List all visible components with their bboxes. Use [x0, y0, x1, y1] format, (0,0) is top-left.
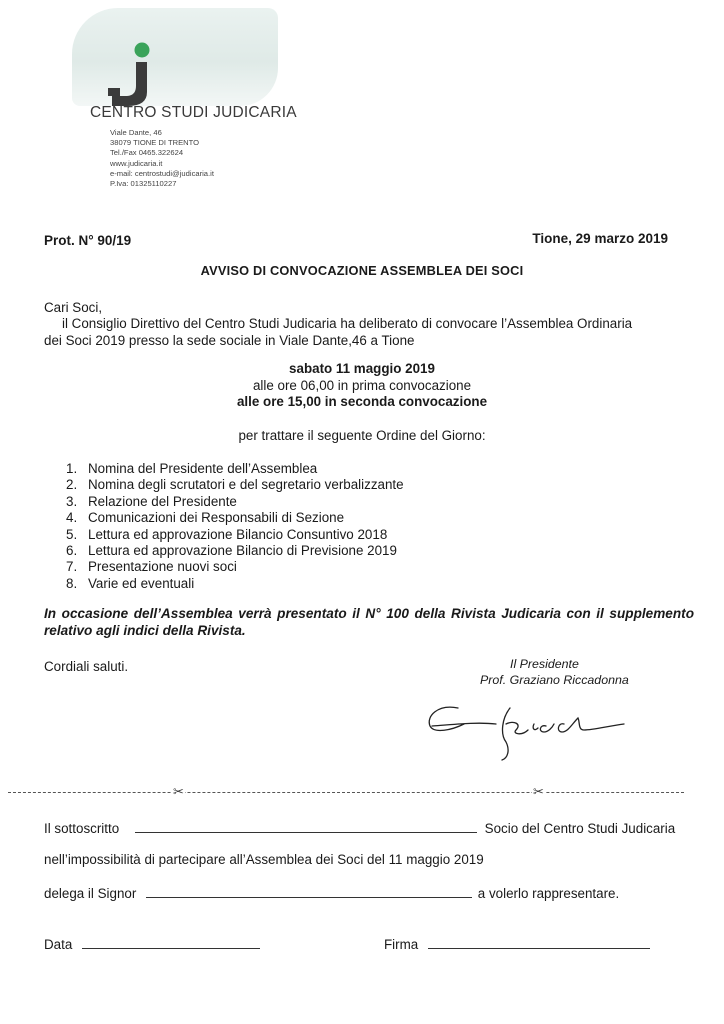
cut-line: [8, 792, 684, 793]
agenda-item: 8. Varie ed eventuali: [66, 575, 195, 591]
delegate-name-field[interactable]: [146, 885, 472, 898]
scissors-icon: ✂: [533, 784, 544, 799]
email-link[interactable]: e-mail: centrostudi@judicaria.it: [110, 168, 214, 178]
organization-contact-details: [110, 128, 214, 189]
address-street: Viale Dante, 46: [110, 128, 162, 137]
president-block: [480, 656, 629, 688]
signature-label: Firma: [384, 937, 419, 952]
closing-salutation: Cordiali saluti.: [44, 659, 129, 674]
agenda-item: 7. Presentazione nuovi soci: [66, 559, 237, 575]
signature-field[interactable]: [428, 936, 650, 949]
signature-row: [384, 936, 650, 952]
logo-background: [72, 8, 278, 106]
date-label: Data: [44, 937, 73, 952]
vat-number: P.Iva: 01325110227: [110, 179, 177, 189]
notice-line-2: supplemento relativo agli indici della Rivista.: [44, 606, 694, 638]
agenda-list: [66, 461, 404, 592]
judicaria-logo-icon: [106, 40, 166, 108]
impossibility-text: nell’impossibilità di partecipare all’Assemblea dei Soci del 11 maggio 2019: [44, 852, 484, 867]
date-row: [44, 936, 260, 952]
organization-name: CENTRO STUDI JUDICARIA: [90, 104, 297, 121]
delegate-row: [44, 885, 619, 901]
agenda-item: 1. Nomina del Presidente dell’Assemblea: [66, 461, 318, 476]
notice-line-1: In occasione dell’Assemblea verrà presentato il N° 100 della Rivista Judicaria con il: [44, 606, 604, 621]
meeting-date: sabato 11 maggio 2019: [289, 361, 435, 376]
undersigned-label: Il sottoscritto: [44, 821, 120, 836]
scissors-icon: ✂: [173, 784, 184, 799]
date-field[interactable]: [82, 936, 260, 949]
document-title: AVVISO DI CONVOCAZIONE ASSEMBLEA DEI SOCI: [200, 263, 524, 278]
intro-paragraph: [44, 316, 684, 349]
agenda-item: 2. Nomina degli scrutatori e del segretario verbalizzante: [66, 477, 404, 493]
website-link[interactable]: www.judicaria.it: [110, 158, 163, 168]
agenda-item: 5. Lettura ed approvazione Bilancio Consuntivo 2018: [66, 526, 388, 542]
journal-notice: [44, 605, 694, 639]
represent-label: a volerlo rappresentare.: [477, 886, 620, 901]
greeting: Cari Soci,: [44, 300, 103, 315]
president-name: Prof. Graziano Riccadonna: [480, 673, 629, 687]
agenda-item: 3. Relazione del Presidente: [66, 493, 237, 509]
phone-fax: Tel./Fax 0465.322624: [110, 148, 184, 158]
place-and-date: Tione, 29 marzo 2019: [532, 231, 668, 246]
meeting-schedule: [0, 361, 724, 411]
undersigned-name-field[interactable]: [135, 820, 477, 833]
undersigned-row: [44, 820, 675, 836]
first-call-time: alle ore 06,00 in prima convocazione: [252, 377, 472, 393]
second-call-time: alle ore 15,00 in seconda convocazione: [236, 394, 488, 410]
intro-line-1: il Consiglio Direttivo del Centro Studi Judicaria ha deliberato di convocare l’Assemblea Ordinaria: [62, 316, 633, 331]
agenda-intro: per trattare il seguente Ordine del Giorno:: [238, 428, 486, 443]
address-city: 38079 TIONE DI TRENTO: [110, 138, 200, 148]
intro-line-2: dei Soci 2019 presso la sede sociale in Viale Dante,46 a Tione: [44, 332, 415, 348]
protocol-number: Prot. N° 90/19: [44, 233, 132, 248]
handwritten-signature: [418, 694, 638, 764]
member-label: Socio del Centro Studi Judicaria: [484, 821, 676, 836]
delegate-label: delega il Signor: [44, 886, 137, 901]
agenda-item: 4. Comunicazioni dei Responsabili di Sezione: [66, 510, 345, 526]
agenda-item: 6. Lettura ed approvazione Bilancio di Previsione 2019: [66, 543, 397, 559]
president-role: Il Presidente: [510, 657, 579, 671]
